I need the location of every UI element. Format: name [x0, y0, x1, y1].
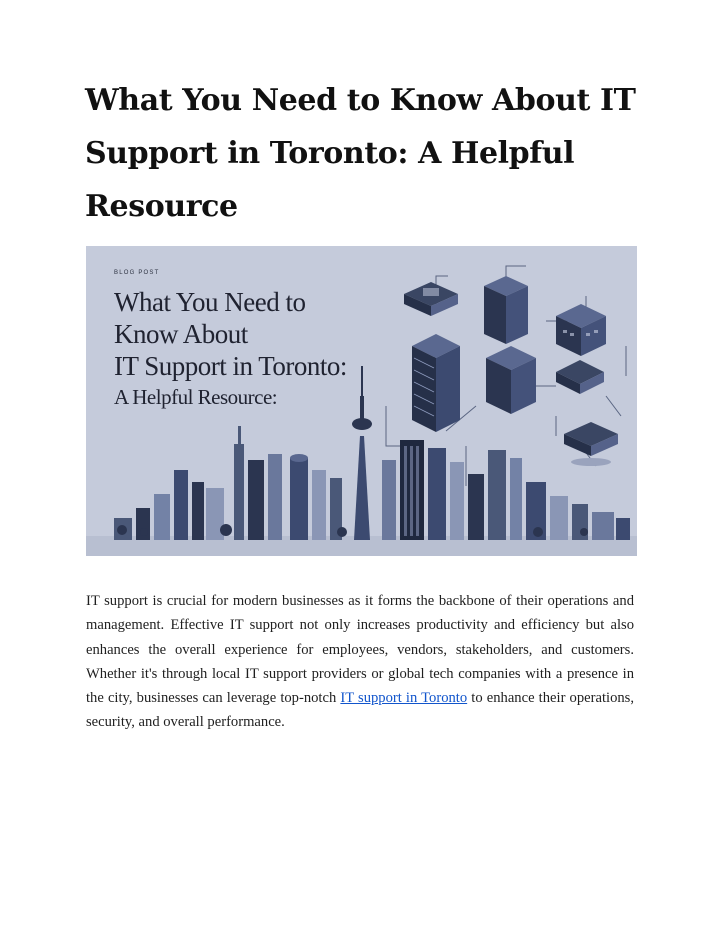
- hero-image: [86, 246, 637, 556]
- article-paragraph: [86, 589, 634, 735]
- hero-line-2: Know About: [114, 319, 248, 349]
- hero-line-1: What You Need to: [114, 287, 306, 317]
- article-title: What You Need to Know About IT Support in Toronto: A Helpful Resource: [85, 83, 636, 224]
- hero-kicker: BLOG POST: [114, 270, 160, 276]
- hero-line-3: IT Support in Toronto:: [114, 351, 347, 381]
- hero-headline: [114, 270, 347, 412]
- paragraph-text-before-link: IT support is crucial for modern businesses as it forms the backbone of their operations and management. Effective IT support not only increases productivity and efficiency but also enhances the overall experience for employees, vendors, stakeholders, and customers. Whether it's through local IT support providers or global tech companies with a presence in the city, businesses can leverage top-notch: [86, 593, 634, 707]
- it-support-toronto-link[interactable]: IT support in Toronto: [340, 690, 468, 707]
- paragraph-text-after-link: to enhance their operations, security, and overall performance.: [86, 690, 634, 731]
- hero-line-4: A Helpful Resource:: [114, 385, 278, 409]
